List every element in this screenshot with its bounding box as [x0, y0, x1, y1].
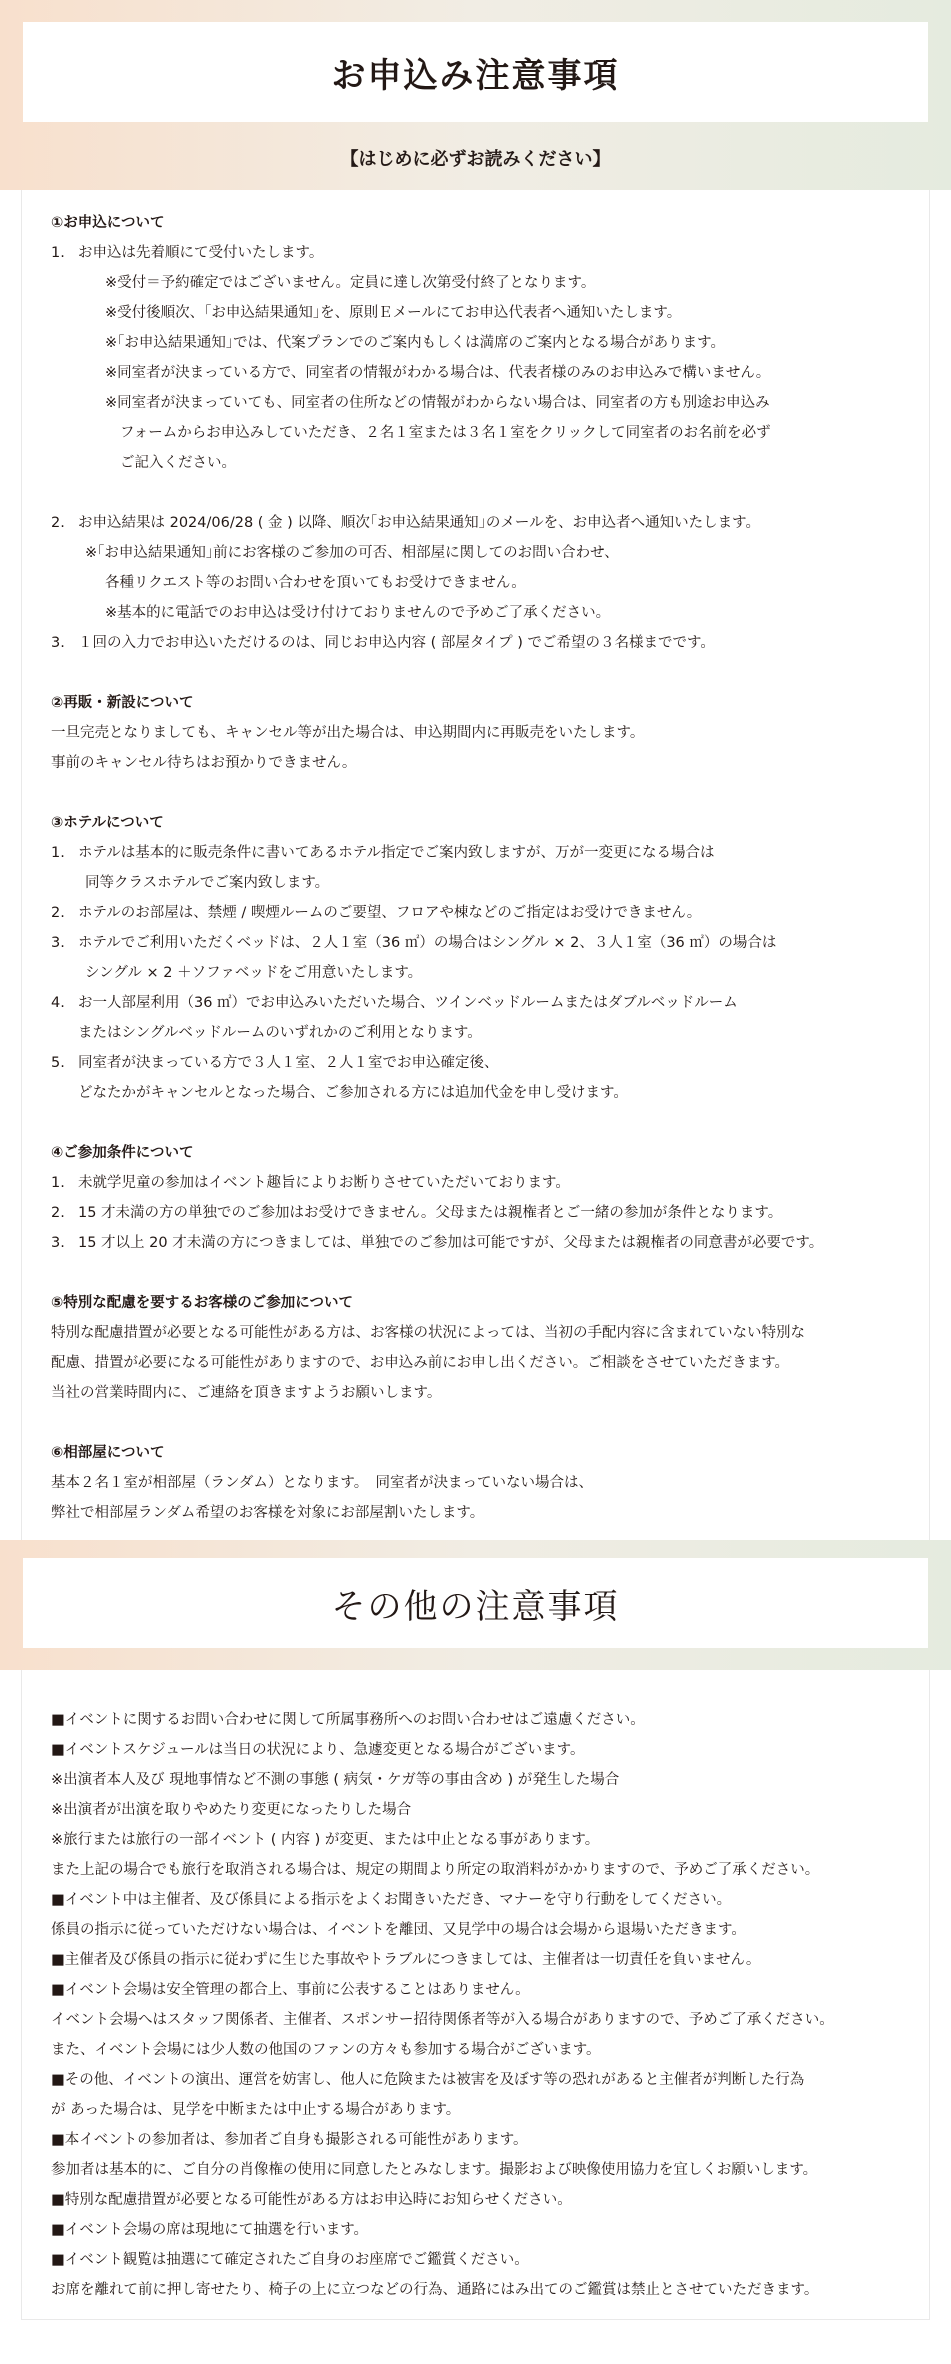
special-line: 配慮、措置が必要になる可能性がありますので、お申込み前にお申し出ください。ご相談をさせていただきます。 [51, 1355, 790, 1371]
application-note: ※同室者が決まっていても、同室者の住所などの情報がわからない場合は、同室者の方も別途お申込み [105, 395, 770, 411]
notice-line: ※出演者本人及び 現地事情など不測の事態 ( 病気・ケガ等の事由含め ) が発生した場合 [51, 1772, 620, 1788]
section2-content [51, 1705, 911, 2305]
notice-line: ※旅行または旅行の一部イベント ( 内容 ) が変更、または中止となる事があります。 [51, 1832, 600, 1848]
application-item-2: 2. お申込結果は 2024/06/28 ( 金 ) 以降、順次｢お申込結果通知｣のメールを、お申込者へ通知いたします。 [51, 515, 760, 531]
section1-content [51, 208, 911, 1528]
conditions-item-2: 2. 15 才未満の方の単独でのご参加はお受けできません。父母または親権者とご一緒の参加が条件となります。 [51, 1205, 783, 1221]
notice-line: ■特別な配慮措置が必要となる可能性がある方はお申込時にお知らせください。 [51, 2192, 572, 2208]
notice-line: ■イベント中は主催者、及び係員による指示をよくお聞きいただき、マナーを守り行動をしてください。 [51, 1892, 732, 1908]
shared-room-line: 基本２名１室が相部屋（ランダム）となります。 同室者が決まっていない場合は、 [51, 1475, 594, 1491]
application-item-3: 3. １回の入力でお申込いただけるのは、同じお申込内容 ( 部屋タイプ ) でご希望の３名様までです。 [51, 635, 715, 651]
notice-line: ■イベントスケジュールは当日の状況により、急遽変更となる場合がございます。 [51, 1742, 585, 1758]
notice-line: ■主催者及び係員の指示に従わずに生じた事故やトラブルにつきましては、主催者は一切責任を負いません。 [51, 1952, 761, 1968]
section2-title: その他の注意事項 [23, 1558, 928, 1648]
notice-line: イベント会場へはスタッフ関係者、主催者、スポンサー招待関係者等が入る場合がありますので、予めご了承ください。 [51, 2012, 834, 2028]
conditions-item-3: 3. 15 才以上 20 才未満の方につきましては、単独でのご参加は可能ですが、父母または親権者の同意書が必要です。 [51, 1235, 824, 1251]
application-note: ※｢お申込結果通知｣では、代案プランでのご案内もしくは満席のご案内となる場合があります。 [105, 335, 725, 351]
notice-line: ※出演者が出演を取りやめたり変更になったりした場合 [51, 1802, 412, 1818]
notice-line: ■イベントに関するお問い合わせに関して所属事務所へのお問い合わせはご遠慮ください。 [51, 1712, 645, 1728]
conditions-item-1: 1. 未就学児童の参加はイベント趣旨によりお断りさせていただいております。 [51, 1175, 570, 1191]
resale-line: 事前のキャンセル待ちはお預かりできません。 [51, 755, 357, 771]
application-note-cont: フォームからお申込みしていただき、２名１室または３名１室をクリックして同室者のお名前を必ず [120, 425, 771, 441]
hotel-title: ③ホテルについて [51, 815, 164, 831]
notice-line: ■その他、イベントの演出、運営を妨害し、他人に危険または被害を及ぼす等の恐れがあると主催者が判断した行為 [51, 2072, 805, 2088]
notice-line: ■イベント観覧は抽選にて確定されたご自身のお座席でご鑑賞ください。 [51, 2252, 529, 2268]
special-title: ⑤特別な配慮を要するお客様のご参加について [51, 1295, 353, 1311]
notice-line: 参加者は基本的に、ご自分の肖像権の使用に同意したとみなします。撮影および映像使用協力を宜しくお願いします。 [51, 2162, 818, 2178]
section2-header-band [0, 1540, 951, 1670]
application-note-cont: ご記入ください。 [120, 455, 236, 471]
application-item-1: 1. お申込は先着順にて受付いたします。 [51, 245, 324, 261]
hotel-item-2: 2. ホテルのお部屋は、禁煙 / 喫煙ルームのご要望、フロアや棟などのご指定はお受けできません。 [51, 905, 702, 921]
resale-line: 一旦完売となりましても、キャンセル等が出た場合は、申込期間内に再販売をいたします。 [51, 725, 645, 741]
shared-room-title: ⑥相部屋について [51, 1445, 165, 1461]
hotel-item-1: 1. ホテルは基本的に販売条件に書いてあるホテル指定でご案内致しますが、万が一変更になる場合は [51, 845, 715, 861]
notice-line: ■イベント会場は安全管理の都合上、事前に公表することはありません。 [51, 1982, 530, 1998]
notice-line: ■イベント会場の席は現地にて抽選を行います。 [51, 2222, 369, 2238]
special-line: 特別な配慮措置が必要となる可能性がある方は、お客様の状況によっては、当初の手配内容に含まれていない特別な [51, 1325, 805, 1341]
shared-room-line: 弊社で相部屋ランダム希望のお客様を対象にお部屋割いたします。 [51, 1505, 485, 1521]
application-note: ※基本的に電話でのお申込は受け付けておりませんので予めご了承ください。 [105, 605, 611, 621]
page-title: お申込み注意事項 [23, 22, 928, 122]
notice-line: お席を離れて前に押し寄せたり、椅子の上に立つなどの行為、通路にはみ出てのご鑑賞は禁止とさせていただきます。 [51, 2282, 819, 2298]
intro-heading: 【はじめに必ずお読みください】 [340, 149, 611, 170]
hotel-item-3: 3. ホテルでご利用いただくベッドは、２人１室（36 ㎡）の場合はシングル × 2、３人１室（36 ㎡）の場合は [51, 935, 777, 951]
hotel-item-4: 4. お一人部屋利用（36 ㎡）でお申込みいただいた場合、ツインベッドルームまたはダブルベッドルーム [51, 995, 738, 1011]
notice-line: が あった場合は、見学を中断または中止する場合があります。 [51, 2102, 461, 2118]
application-note: ※受付＝予約確定ではございません。定員に達し次第受付終了となります。 [105, 275, 596, 291]
conditions-title: ④ご参加条件について [51, 1145, 194, 1161]
notice-line: また、イベント会場には少人数の他国のファンの方々も参加する場合がございます。 [51, 2042, 601, 2058]
hotel-item-cont: 同等クラスホテルでご案内致します。 [85, 875, 330, 891]
hotel-item-cont: またはシングルベッドルームのいずれかのご利用となります。 [78, 1025, 482, 1041]
hotel-item-cont: シングル × 2 ＋ソファベッドをご用意いたします。 [85, 965, 423, 981]
notice-line: 係員の指示に従っていただけない場合は、イベントを離団、又見学中の場合は会場から退場いただきます。 [51, 1922, 746, 1938]
special-line: 当社の営業時間内に、ご連絡を頂きますようお願いします。 [51, 1385, 442, 1401]
application-note: ※受付後順次、｢お申込結果通知｣を、原則Ｅメールにてお申込代表者へ通知いたします。 [105, 305, 682, 321]
application-note: ※同室者が決まっている方で、同室者の情報がわかる場合は、代表者様のみのお申込みで構いません。 [105, 365, 771, 381]
hotel-item-5: 5. 同室者が決まっている方で３人１室、２人１室でお申込確定後、 [51, 1055, 499, 1071]
application-note: ※｢お申込結果通知｣前にお客様のご参加の可否、相部屋に関してのお問い合わせ、 [85, 545, 619, 561]
notice-line: ■本イベントの参加者は、参加者ご自身も撮影される可能性があります。 [51, 2132, 528, 2148]
application-title: ①お申込について [51, 215, 165, 231]
resale-title: ②再販・新設について [51, 695, 194, 711]
application-note-cont: 各種リクエスト等のお問い合わせを頂いてもお受けできません。 [105, 575, 526, 591]
section1-header-band [0, 0, 951, 190]
hotel-item-cont: どなたかがキャンセルとなった場合、ご参加される方には追加代金を申し受けます。 [78, 1085, 628, 1101]
notice-line: また上記の場合でも旅行を取消される場合は、規定の期間より所定の取消料がかかりますので、予めご了承ください。 [51, 1862, 820, 1878]
